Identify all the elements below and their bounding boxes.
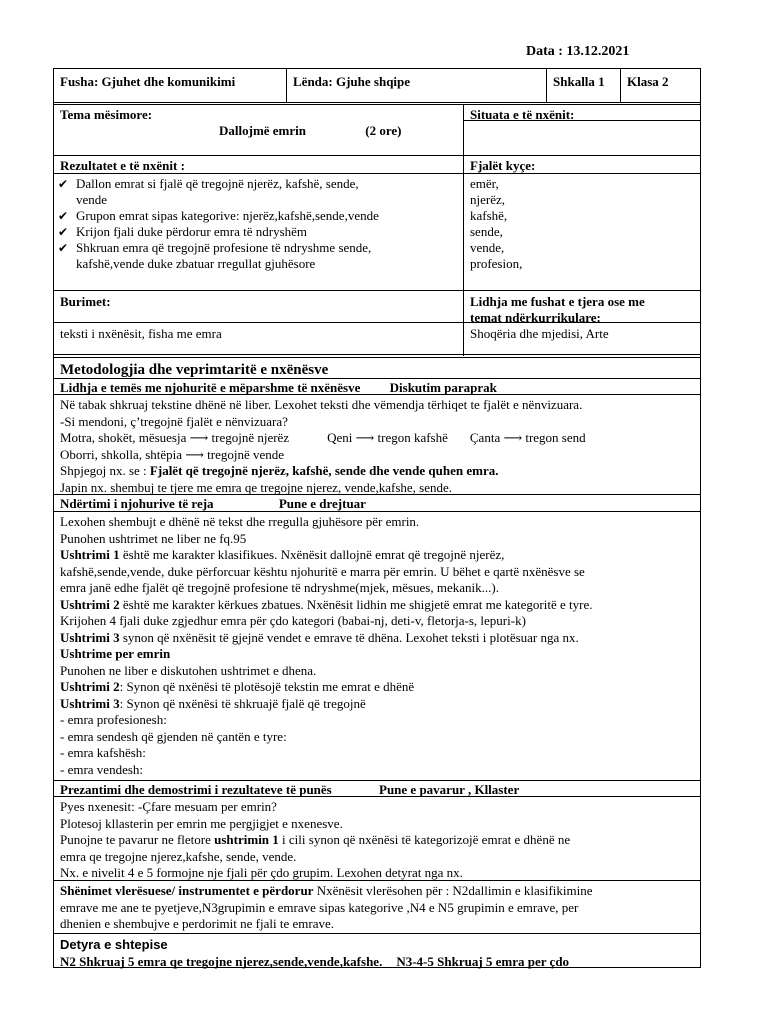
- exercise-label: Ushtrimi 2: [60, 679, 120, 694]
- rezultat-item: [58, 176, 457, 192]
- keyword: emër,: [470, 176, 499, 191]
- rezultat-text: Krijon fjali duke përdorur emra të ndryshëm: [76, 224, 308, 239]
- text-line: Krijohen 4 fjali duke zgjedhur emra për çdo kategori (babai-nj, deti-v, fletorja-s, lepuri-k): [60, 613, 526, 628]
- checkmark-icon: ✔: [58, 225, 69, 239]
- text-line: Japin nx. shembuj te tjere me emra qe tregojne njerez, vende,kafshe, sende.: [60, 479, 453, 495]
- tema-title-text: Dallojmë emrin: [219, 123, 307, 138]
- example: Qeni ⟶ tregon kafshë: [327, 430, 448, 445]
- fjalet-list: [464, 174, 701, 274]
- situata-label: Situata e të nxënit:: [470, 107, 575, 122]
- checkmark-icon: ✔: [58, 241, 69, 255]
- list-item: - emra vendesh:: [60, 761, 144, 777]
- example: Motra, shokët, mësuesja ⟶ tregojnë njerëz: [60, 430, 290, 445]
- detyra-line: [60, 954, 694, 971]
- keyword: vende,: [470, 240, 505, 255]
- exercise-label: Ushtrimi 3: [60, 629, 120, 645]
- rezultat-item: [58, 208, 457, 224]
- lidhja-value: Shoqëria dhe mjedisi, Arte: [470, 326, 609, 341]
- rezultat-item-cont: kafshë,vende duke zbatuar rregullat gjuhësore: [76, 256, 316, 271]
- exercise-text: : Synon që nxënësi të plotësojë tekstin me emrat e dhënë: [119, 679, 415, 694]
- checkmark-icon: ✔: [58, 177, 69, 191]
- rezultat-item-cont: vende: [76, 192, 108, 207]
- example: Çanta ⟶ tregon send: [469, 430, 586, 445]
- metodologjia-title: Metodologjia dhe veprimtaritë e nxënësve: [60, 362, 329, 378]
- explain-rule: Fjalët që tregojnë njerëz, kafshë, sende dhe vende quhen emra.: [149, 463, 499, 478]
- rezultatet-list: [54, 174, 463, 274]
- examples-line: [60, 430, 694, 447]
- vleresimi-line: [60, 883, 694, 900]
- lesson-date: Data : 13.12.2021: [526, 44, 630, 59]
- tema-label: Tema mësimore:: [60, 107, 153, 122]
- exercise-line: [60, 696, 694, 713]
- text-line: dhenien e shembujve e perdorimit ne fjali te emrave.: [60, 916, 334, 931]
- section-lidhja-label: Lidhja e temës me njohuritë e mëparshme të nxënësve: [60, 380, 361, 395]
- text-line: Nx. e nivelit 4 e 5 formojne nje fjali për çdo grupim. Lexohen detyrat nga nx.: [60, 865, 463, 880]
- rezultat-text: Shkruan emra që tregojnë profesione të ndryshme sende,: [76, 240, 372, 255]
- section-ndertimi-label: Ndërtimi i njohurive të reja: [60, 496, 214, 511]
- lidhja-label-line: temat ndërkurrikulare:: [470, 310, 601, 325]
- keyword: sende,: [470, 224, 503, 239]
- rezultat-text: Dallon emrat si fjalë që tregojnë njerëz, kafshë, sende,: [76, 176, 359, 191]
- list-item: - emra profesionesh:: [60, 712, 167, 727]
- section-prezantimi-body: [54, 797, 700, 884]
- text-pre: Punojne te pavarur ne fletore: [60, 832, 215, 847]
- section-vleresimi: [54, 881, 700, 935]
- explain-line: [60, 463, 694, 480]
- klasa-field: Klasa 2: [627, 74, 669, 89]
- text-line: emrave me ane te pyetjeve,N3grupimin e emrave sipas kategorive ,N4 e N5 grupimin e emrave, per: [60, 899, 579, 915]
- text-line: Pyes nxenesit: -Çfare mesuam per emrin?: [60, 799, 277, 814]
- rezultat-text: Grupon emrat sipas kategorive: njerëz,kafshë,sende,vende: [76, 208, 379, 223]
- text-post: i cili synon që nxënësi të kategorizojë emrat e dhënë ne: [278, 832, 571, 847]
- burimet-label: Burimet:: [60, 294, 111, 309]
- keyword: njerëz,: [470, 192, 506, 207]
- list-item: - emra sendesh që gjenden në çantën e tyre:: [60, 728, 287, 744]
- exercise-text: synon që nxënësit të gjejnë vendet e emrave të dhëna. Lexohet teksti i plotësuar nga nx.: [119, 629, 579, 645]
- section-vleresimi-label: Shënimet vlerësuese/ instrumentet e përdorur: [60, 883, 314, 898]
- exercise-text: : Synon që nxënësi të shkruajë fjalë që tregojnë: [119, 695, 366, 711]
- burimet-value: teksti i nxënësit, fisha me emra: [60, 326, 222, 341]
- lenda-field: Lënda: Gjuhe shqipe: [293, 74, 411, 89]
- text-line: emra qe tregojne njerez,kafshe, sende, vende.: [60, 848, 297, 864]
- section-lidhja-method: Diskutim paraprak: [389, 380, 497, 395]
- exercise-line: [60, 679, 694, 696]
- tema-title: [54, 121, 463, 141]
- exercise-line: [60, 630, 694, 647]
- section-detyra: [54, 935, 700, 972]
- checkmark-icon: ✔: [58, 209, 69, 223]
- text-line: Oborri, shkolla, shtëpia ⟶ tregojnë vende: [60, 446, 285, 462]
- rezultat-item: [58, 224, 457, 240]
- section-ndertimi-method: Pune e drejtuar: [278, 496, 366, 511]
- text-line: Lexohen shembujt e dhënë në tekst dhe rregulla gjuhësore për emrin.: [60, 514, 420, 529]
- text-line: Në tabak shkruaj tekstine dhënë në liber. Lexohet teksti dhe vëmendja tërhiqet te fjalët e nënvizuara.: [60, 397, 583, 412]
- exercise-line: [60, 547, 694, 564]
- text-line: -Si mendoni, ç’tregojnë fjalët e nënvizuara?: [60, 413, 288, 429]
- fjalet-label: Fjalët kyçe:: [470, 158, 536, 173]
- exercise-label: ushtrimin 1: [214, 832, 279, 847]
- fusha-field: Fusha: Gjuhet dhe komunikimi: [60, 74, 236, 89]
- lidhja-label-line: Lidhja me fushat e tjera ose me: [470, 294, 645, 309]
- exercise-label: Ushtrimi 3: [60, 695, 120, 711]
- exercise-line: [60, 832, 694, 849]
- subheading: Ushtrime per emrin: [60, 646, 171, 661]
- section-lidhja-body: [54, 395, 700, 498]
- section-prezantimi-label: Prezantimi dhe demostrimi i rezultateve të punës: [60, 782, 332, 797]
- text-line: Punohen ne liber e diskutohen ushtrimet e dhena.: [60, 662, 317, 678]
- detyra-n345: N3-4-5 Shkruaj 5 emra per çdo: [396, 953, 570, 969]
- exercise-text: është me karakter klasifikues. Nxënësit dallojnë emrat që tregojnë njerëz,: [119, 547, 505, 562]
- list-item: - emra kafshësh:: [60, 745, 146, 760]
- tema-hours: (2 ore): [365, 123, 402, 138]
- exercise-label: Ushtrimi 1: [60, 547, 120, 562]
- shkalla-field: Shkalla 1: [553, 74, 605, 89]
- text-line: kafshë,sende,vende, duke përforcuar kështu njohuritë e marra për emrin. U bëhet e qartë nxënësve se: [60, 563, 585, 579]
- text-line: Plotesoj kllasterin per emrin me pergjigjet e nxenesve.: [60, 815, 343, 831]
- keyword: kafshë,: [470, 208, 508, 223]
- text-line: Punohen ushtrimet ne liber ne fq.95: [60, 530, 247, 546]
- section-prezantimi-method: Pune e pavarur , Kllaster: [379, 782, 520, 797]
- section-detyra-label: Detyra e shtepise: [60, 937, 168, 952]
- keyword: profesion,: [470, 256, 523, 271]
- explain-pre: Shpjegoj nx. se :: [60, 463, 150, 478]
- text-line: emra janë edhe fjalët që tregojnë profesione të ndryshme(mjek, mësues, mekanik...).: [60, 580, 499, 595]
- section-ndertimi-body: [54, 512, 700, 780]
- exercise-text: është me karakter kërkues zbatues. Nxënësit lidhin me shigjetë emrat me kategoritë e tyre.: [119, 596, 593, 612]
- rezultatet-label: Rezultatet e të nxënit :: [60, 158, 185, 173]
- detyra-n2: N2 Shkruaj 5 emra qe tregojne njerez,sende,vende,kafshe.: [60, 953, 383, 969]
- exercise-line: [60, 597, 694, 614]
- exercise-label: Ushtrimi 2: [60, 596, 120, 612]
- rezultat-item: [58, 240, 457, 256]
- vleresimi-text: Nxënësit vlerësohen për : N2dallimin e klasifikimine: [313, 883, 593, 898]
